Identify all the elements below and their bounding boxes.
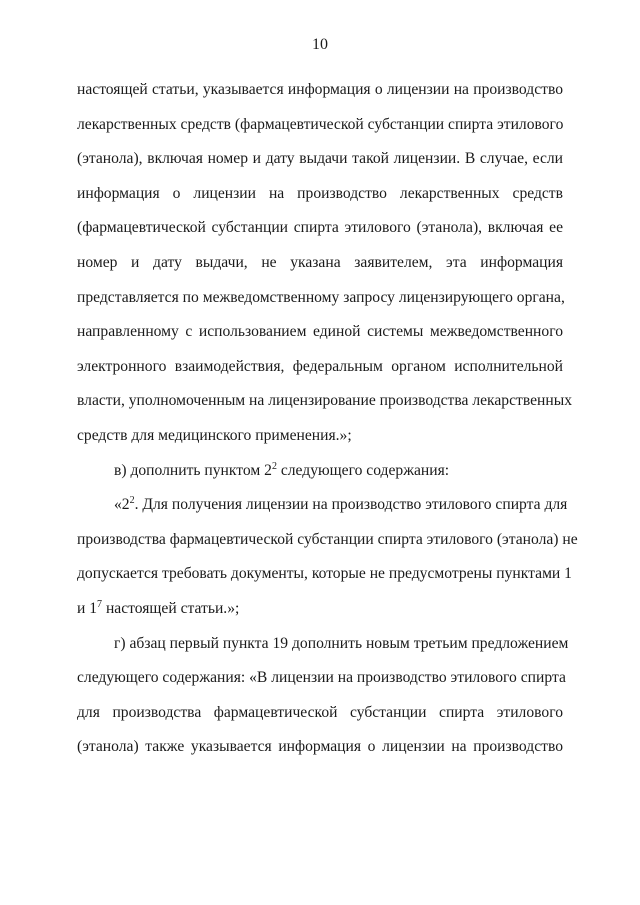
superscript: 2 [129,495,135,507]
paragraph-line: для производства фармацевтической субстанции спирта этилового [77,703,563,721]
paragraph-line: власти, уполномоченным на лицензирование производства лекарственных [77,392,572,410]
paragraph-line [77,454,563,489]
paragraph-line: направленному с использованием единой системы межведомственного [77,323,563,341]
line-text: следующего содержания: [276,461,450,479]
paragraph-line: номер и дату выдачи, не указана заявителем, эта информация [77,253,563,271]
line-text: и 1 [77,599,98,617]
superscript: 7 [97,598,103,610]
line-text: . Для получения лицензии на производство этилового спирта для [134,496,568,514]
paragraph-line: информация о лицензии на производство лекарственных средств [77,184,563,202]
paragraph-line: настоящей статьи, указывается информация о лицензии на производство [77,81,563,98]
paragraph-line: средств для медицинского применения.»; [77,426,352,444]
paragraph-line: допускается требовать документы, которые не предусмотрены пунктами 1 [77,565,572,583]
document-body [77,73,578,765]
line-text: настоящей статьи.»; [102,599,240,617]
paragraph-line [77,592,563,627]
paragraph-line: (фармацевтической субстанции спирта этилового (этанола), включая ее [77,219,563,237]
line-text: «2 [114,496,130,514]
paragraph-line: представляется по межведомственному запросу лицензирующего органа, [77,288,565,306]
paragraph-line: г) абзац первый пункта 19 дополнить новым третьим предложением [114,634,569,652]
paragraph-line: (этанола), включая номер и дату выдачи такой лицензии. В случае, если [77,150,563,168]
paragraph-line: электронного взаимодействия, федеральным органом исполнительной [77,357,563,375]
paragraph-line: лекарственных средств (фармацевтической субстанции спирта этилового [77,115,564,133]
paragraph-line: (этанола) также указывается информация о лицензии на производство [77,738,563,756]
line-text: в) дополнить пунктом 2 [114,461,272,479]
superscript: 2 [271,460,277,472]
page-number: 10 [312,36,328,53]
paragraph-line: производства фармацевтической субстанции спирта этилового (этанола) не [77,530,578,548]
paragraph-line: следующего содержания: «В лицензии на производство этилового спирта [77,669,566,687]
paragraph-line [77,488,568,523]
